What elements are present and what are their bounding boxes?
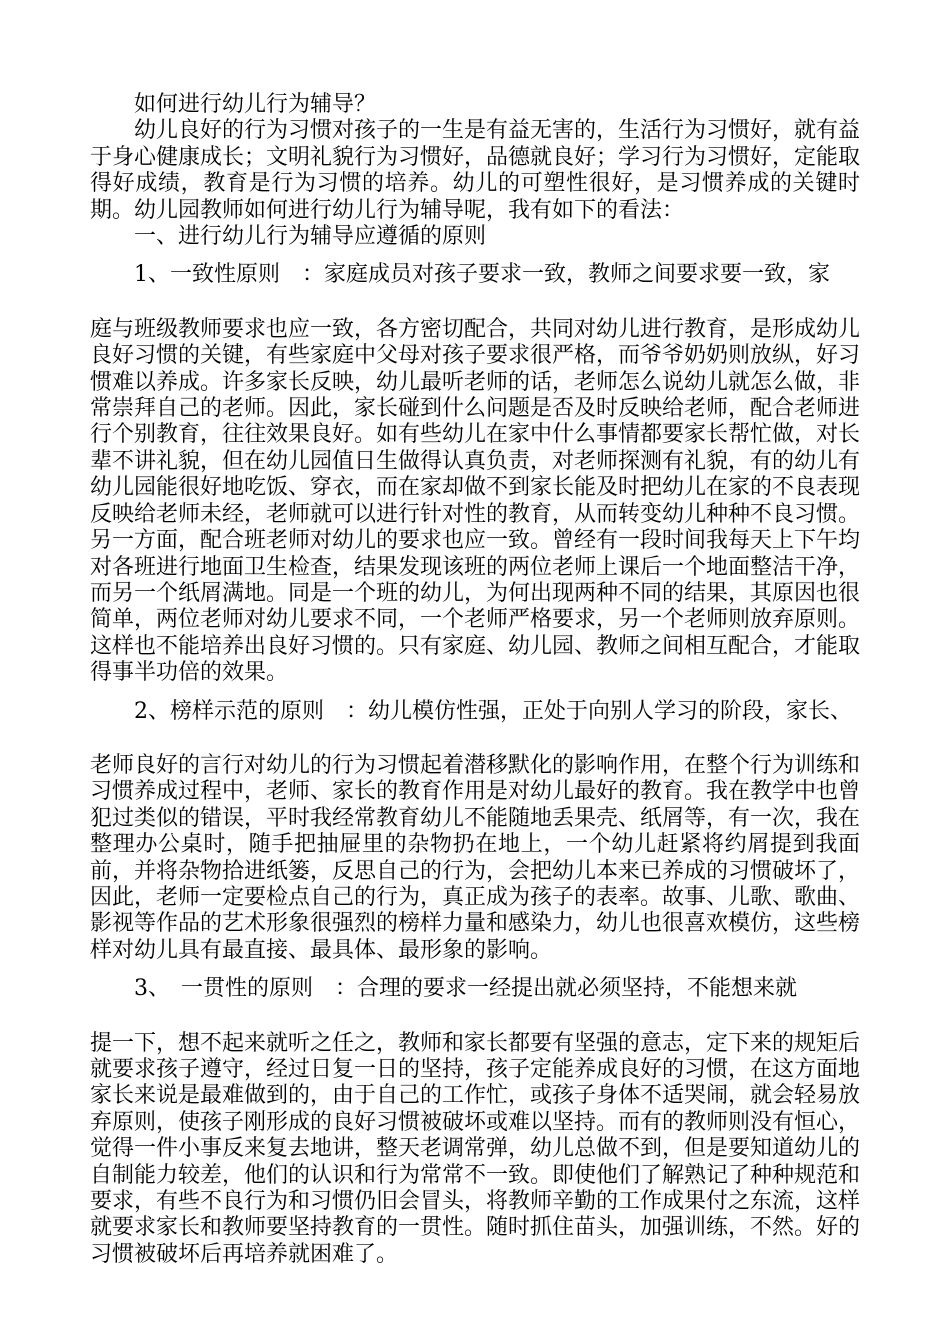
principle-1-heading: 1、一致性原则 ：家庭成员对孩子要求一致，教师之间要求要一致，家 xyxy=(134,262,830,288)
principle-3-body: 提一下，想不起来就听之任之，教师和家长都要有坚强的意志，定下来的规矩后就要求孩子遵守，经过日复一日的坚持，孩子定能养成良好的习惯，在这方面地家长来说是最难做到的，由于自己的工作忙，或孩子身体不适哭闹，就会轻易放弃原则，使孩子刚形成的良好习惯被破坏或难以坚持。而有的教师则没有恒心，觉得一件小事反来复去地讲，整天老调常弹，幼儿总做不到，但是要知道幼儿的自制能力较差，他们的认识和行为常常不一致。即使他们了解熟记了种种规范和要求，有些不良行为和习惯仍旧会冒头，将教师辛勤的工作成果付之东流，这样就要求家长和教师要坚持教育的一贯性。随时抓住苗头，加强训练，不然。好的习惯被破坏后再培养就困难了。 xyxy=(90,1030,861,1267)
intro-paragraph: 幼儿良好的行为习惯对孩子的一生是有益无害的，生活行为习惯好，就有益于身心健康成长；文明礼貌行为习惯好，品德就良好；学习行为习惯好，定能取得好成绩，教育是行为习惯的培养。幼儿的可塑性很好，是习惯养成的关键时期。幼儿园教师如何进行幼儿行为辅导呢，我有如下的看法： xyxy=(90,118,861,223)
principle-3-heading: 3、 一贯性的原则 ：合理的要求一经提出就必须坚持，不能想来就 xyxy=(134,976,797,1002)
section-heading: 一、进行幼儿行为辅导应遵循的原则 xyxy=(134,224,487,250)
document-page xyxy=(90,92,860,1268)
principle-2-body: 老师良好的言行对幼儿的行为习惯起着潜移默化的影响作用，在整个行为训练和习惯养成过程中，老师、家长的教育作用是对幼儿最好的教育。我在教学中也曾犯过类似的错误，平时我经常教育幼儿不能随地丢果壳、纸屑等，有一次，我在整理办公桌时，随手把抽屉里的杂物扔在地上，一个幼儿赶紧将约屑提到我面前，并将杂物拾进纸篓，反思自己的行为，会把幼儿本来已养成的习惯破坏了，因此，老师一定要检点自己的行为，真正成为孩子的表率。故事、儿歌、歌曲、影视等作品的艺术形象很强烈的榜样力量和感染力，幼儿也很喜欢模仿，这些榜样对幼儿具有最直接、最具体、最形象的影响。 xyxy=(90,752,861,963)
principle-2-heading: 2、榜样示范的原则 ：幼儿模仿性强，正处于向别人学习的阶段，家长、 xyxy=(134,698,852,724)
document-title: 如何进行幼儿行为辅导？ xyxy=(134,92,377,117)
principle-1-body: 庭与班级教师要求也应一致，各方密切配合，共同对幼儿进行教育，是形成幼儿良好习惯的关键，有些家庭中父母对孩子要求很严格，而爷爷奶奶则放纵，好习惯难以养成。许多家长反映，幼儿最听老师的话，老师怎么说幼儿就怎么做，非常崇拜自己的老师。因此，家长碰到什么问题是否及时反映给老师，配合老师进行个别教育，往往效果良好。如有些幼儿在家中什么事情都要家长帮忙做，对长辈不讲礼貌，但在幼儿园值日生做得认真负责，对老师探测有礼貌，有的幼儿有幼儿园能很好地吃饭、穿衣，而在家却做不到家长能及时把幼儿在家的不良表现反映给老师未经，老师就可以进行针对性的教育，从而转变幼儿种种不良习惯。另一方面，配合班老师对幼儿的要求也应一致。曾经有一段时间我每天上下午均对各班进行地面卫生检查，结果发现该班的两位老师上课后一个地面整洁干净，而另一个纸屑满地。同是一个班的幼儿，为何出现两种不同的结果，其原因也很简单，两位老师对幼儿要求不同，一个老师严格要求，另一个老师则放弃原则。这样也不能培养出良好习惯的。只有家庭、幼儿园、教师之间相互配合，才能取得事半功倍的效果。 xyxy=(90,316,861,686)
